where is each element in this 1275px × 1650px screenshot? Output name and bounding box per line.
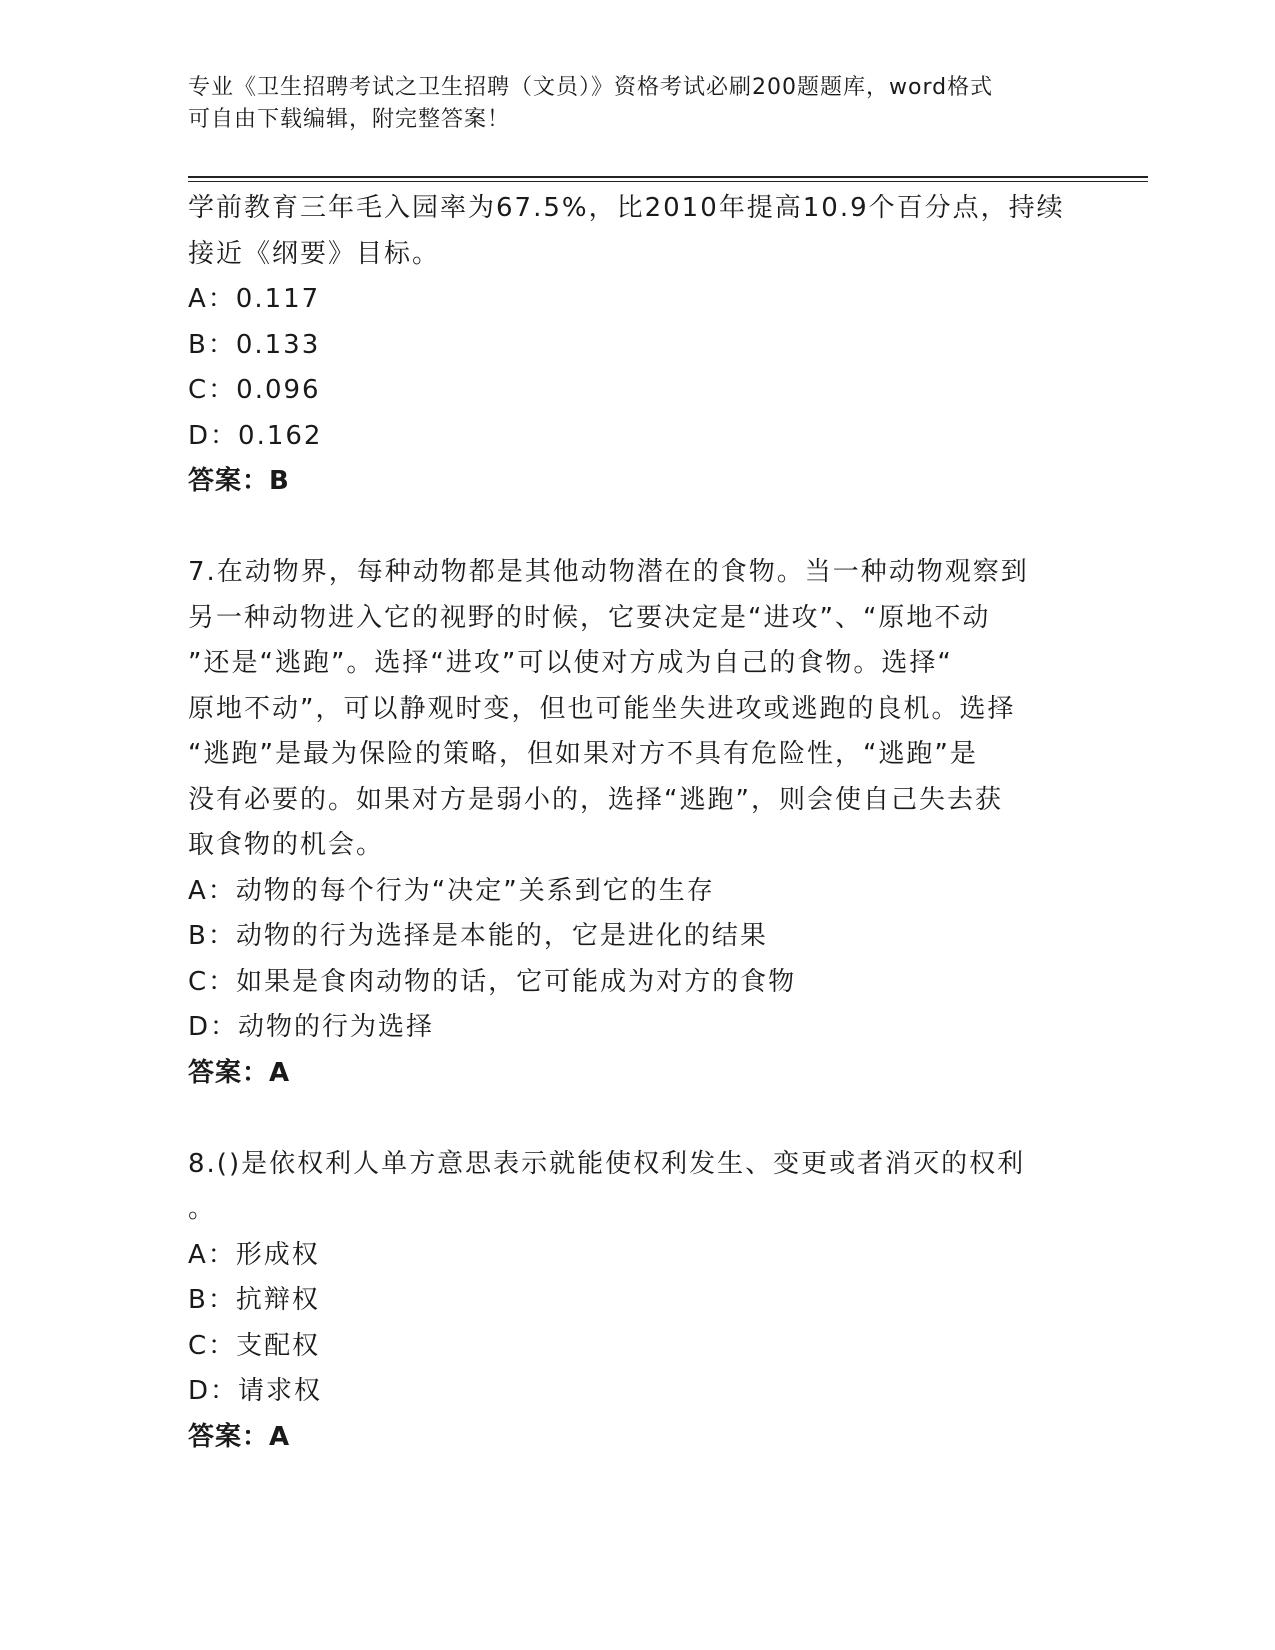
spacer — [188, 1096, 1088, 1142]
option-b: B：动物的行为选择是本能的，它是进化的结果 — [188, 921, 768, 951]
question-content — [188, 186, 1088, 1460]
header-rule-thick — [188, 176, 1148, 178]
question-stem-line: 接近《纲要》目标。 — [188, 238, 441, 269]
question-8 — [188, 1142, 1088, 1461]
question-stem-line: 8.()是依权利人单方意思表示就能使权利发生、变更或者消灭的权利 — [188, 1148, 1026, 1179]
spacer — [188, 505, 1088, 551]
option-c: C：0.096 — [188, 375, 321, 405]
question-7 — [188, 550, 1088, 1096]
question-stem-line: 。 — [188, 1194, 217, 1224]
question-stem-line: 没有必要的。如果对方是弱小的，选择“逃跑”，则会使自己失去获 — [188, 784, 1003, 815]
option-c: C：支配权 — [188, 1330, 321, 1361]
page-header — [188, 72, 1068, 136]
option-d: D：动物的行为选择 — [188, 1012, 435, 1042]
answer-line: 答案：A — [188, 1421, 291, 1452]
answer-line: 答案：B — [188, 466, 290, 496]
option-c: C：如果是食肉动物的话，它可能成为对方的食物 — [188, 966, 797, 997]
question-stem-line: 原地不动”，可以静观时变，但也可能坐失进攻或逃跑的良机。选择 — [188, 693, 1016, 724]
option-a: A：0.117 — [188, 284, 321, 314]
question-stem-line: 取食物的机会。 — [188, 830, 385, 860]
option-a: A：动物的每个行为“决定”关系到它的生存 — [188, 875, 715, 906]
option-b: B：0.133 — [188, 329, 321, 360]
option-b: B：抗辩权 — [188, 1285, 320, 1315]
option-a: A：形成权 — [188, 1239, 320, 1270]
answer-line: 答案：A — [188, 1057, 291, 1088]
header-rule-thin — [188, 181, 1148, 182]
header-line-1: 专业《卫生招聘考试之卫生招聘（文员）》资格考试必刷200题题库，word格式 — [188, 75, 994, 100]
question-6 — [188, 186, 1088, 505]
question-stem-line: 学前教育三年毛入园率为67.5%，比2010年提高10.9个百分点，持续 — [188, 193, 1065, 223]
header-line-2: 可自由下载编辑，附完整答案！ — [188, 107, 511, 132]
option-d: D：0.162 — [188, 420, 323, 451]
question-stem-line: 7.在动物界，每种动物都是其他动物潜在的食物。当一种动物观察到 — [188, 557, 1029, 587]
question-stem-line: 另一种动物进入它的视野的时候，它要决定是“进攻”、“原地不动 — [188, 602, 991, 633]
option-d: D：请求权 — [188, 1376, 323, 1406]
question-stem-line: “逃跑”是最为保险的策略，但如果对方不具有危险性，“逃跑”是 — [188, 739, 978, 769]
question-stem-line: ”还是“逃跑”。选择“进攻”可以使对方成为自己的食物。选择“ — [188, 648, 953, 678]
